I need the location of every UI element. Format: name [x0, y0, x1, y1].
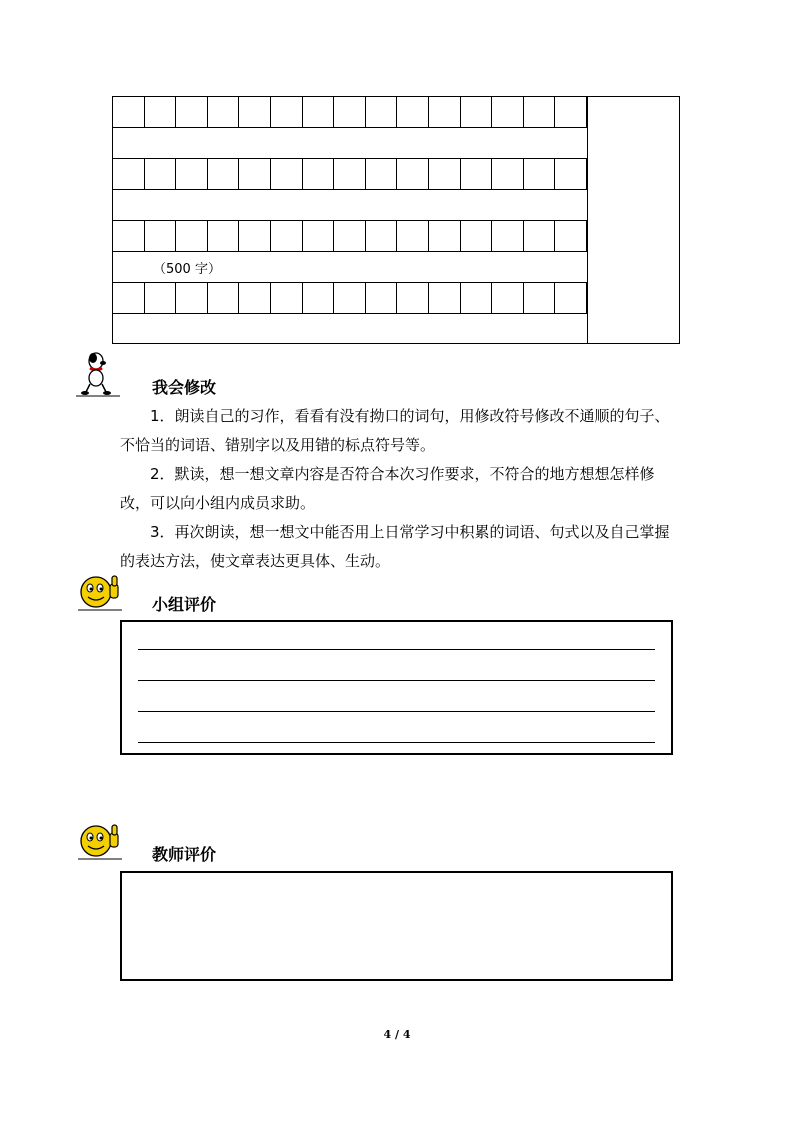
teacher-eval-box[interactable]	[120, 871, 673, 981]
revise-item: 1．朗读自己的习作，看看有没有拗口的词句，用修改符号修改不通顺的句子、不恰当的词语、错别字以及用错的标点符号等。	[120, 407, 670, 454]
grid-plain-row	[113, 314, 587, 345]
grid-cell-row	[113, 283, 587, 314]
writing-line	[138, 711, 655, 712]
group-eval-title: 小组评价	[152, 595, 217, 614]
revise-section-title: 我会修改	[152, 378, 217, 397]
thumbs-up-smiley-icon	[78, 821, 124, 861]
revise-item: 2．默读，想一想文章内容是否符合本次习作要求，不符合的地方想想怎样修改，可以向小组内成员求助。	[120, 465, 655, 512]
revise-item: 3．再次朗读，想一想文中能否用上日常学习中积累的词语、句式以及自己掌握的表达方法，使文章表达更具体、生动。	[120, 523, 670, 570]
page-number: 4 / 4	[383, 1028, 411, 1041]
writing-line	[138, 680, 655, 681]
thumbs-up-smiley-icon	[78, 572, 124, 612]
writing-grid-side-column	[587, 97, 680, 343]
writing-grid	[112, 96, 680, 344]
word-count-note: （500 字）	[153, 262, 221, 277]
snoopy-icon	[76, 350, 122, 398]
group-eval-box[interactable]	[120, 620, 673, 755]
grid-plain-row	[113, 252, 587, 283]
writing-line	[138, 742, 655, 743]
grid-cell-row	[113, 159, 587, 190]
revise-instructions	[120, 402, 675, 576]
teacher-eval-title: 教师评价	[152, 845, 217, 864]
grid-cell-row	[113, 97, 587, 128]
writing-grid-main	[113, 97, 587, 343]
grid-plain-row	[113, 128, 587, 159]
grid-cell-row	[113, 221, 587, 252]
grid-plain-row	[113, 190, 587, 221]
writing-line	[138, 649, 655, 650]
